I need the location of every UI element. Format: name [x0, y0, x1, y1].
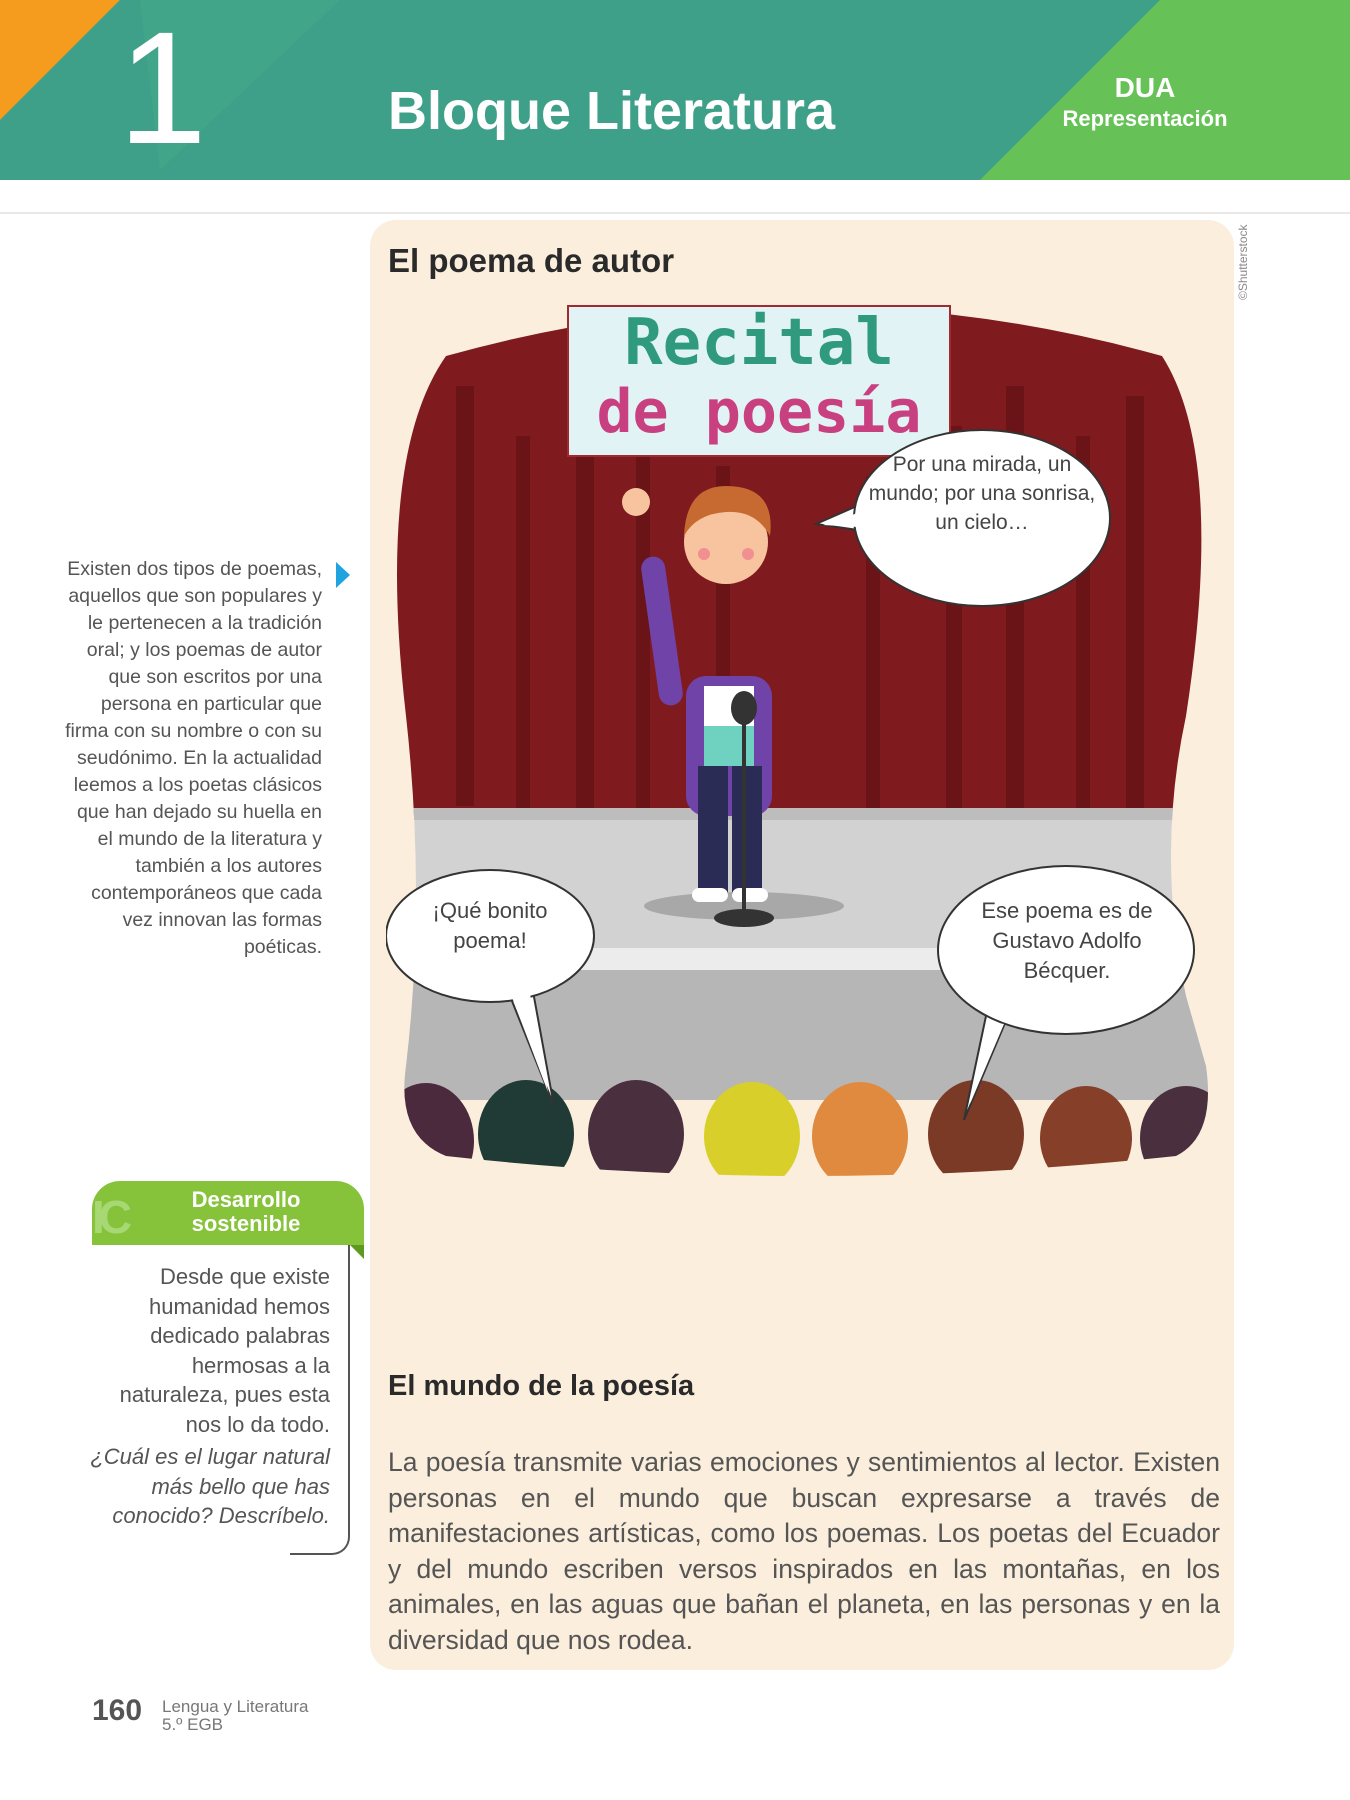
section-body: La poesía transmite varias emociones y sentimientos al lector. Existen personas en el mundo que buscan expresarse a través de manifestaciones artísticas, como los poemas. Los poetas del Ecuador y del mundo escriben versos inspirados en las montañas, en los animales, en las aguas que bañan el planeta, en las personas y en la diversidad que nos rodea.: [388, 1447, 1220, 1655]
sustainable-question: ¿Cuál es el lugar natural más bello que has conocido? Descríbelo.: [90, 1444, 330, 1528]
subject-label: [162, 1698, 309, 1734]
sustainable-title: Desarrollo sostenible: [191, 1187, 301, 1236]
recital-illustration: [386, 296, 1222, 1350]
sustainable-text: Desde que existe humanidad hemos dedicado palabras hermosas a la naturaleza, pues esta nos lo da todo.: [119, 1264, 330, 1437]
section-title-poema: El poema de autor: [388, 242, 675, 279]
page-number: 160: [92, 1694, 143, 1727]
arrow-right-icon: [336, 562, 350, 588]
subject-line-2: 5.º EGB: [162, 1715, 224, 1734]
bubble-right-text: Ese poema es de Gustavo Adolfo Bécquer.: [981, 898, 1153, 983]
bubble-speaker-text: Por una mirada, un mundo; por una sonrisa, un cielo…: [868, 453, 1096, 534]
dua-subtitle: Representación: [1062, 106, 1228, 131]
audience-seats: [386, 1166, 1222, 1316]
subject-line-1: Lengua y Literatura: [162, 1697, 309, 1716]
tab-notch: [350, 1245, 364, 1259]
block-number: 1: [118, 0, 207, 177]
page-header: [0, 0, 1350, 180]
section-title-mundo: El mundo de la poesía: [388, 1370, 695, 1402]
bubble-left-text: ¡Qué bonito poema!: [432, 898, 548, 953]
header-divider: [0, 212, 1350, 214]
ic-logo-icon: IC: [92, 1191, 126, 1243]
block-title: Bloque Literatura: [388, 81, 836, 141]
sign-line-1: Recital: [624, 306, 894, 380]
side-note: Existen dos tipos de poemas, aquellos que son populares y le pertenecen a la tradición oral; y los poemas de autor que son escritos por una persona en particular que firma con su nombre o con su seudónimo. En la actualidad leemos a los poetas clásicos que han dejado su huella en el mundo de la literatura y también a los autores contemporáneos que cada vez innovan las formas poéticas.: [65, 558, 322, 958]
sign-line-2: de poesía: [596, 377, 922, 447]
image-credit: ©Shutterstock: [1236, 224, 1250, 300]
dua-label: DUA: [1114, 72, 1176, 103]
